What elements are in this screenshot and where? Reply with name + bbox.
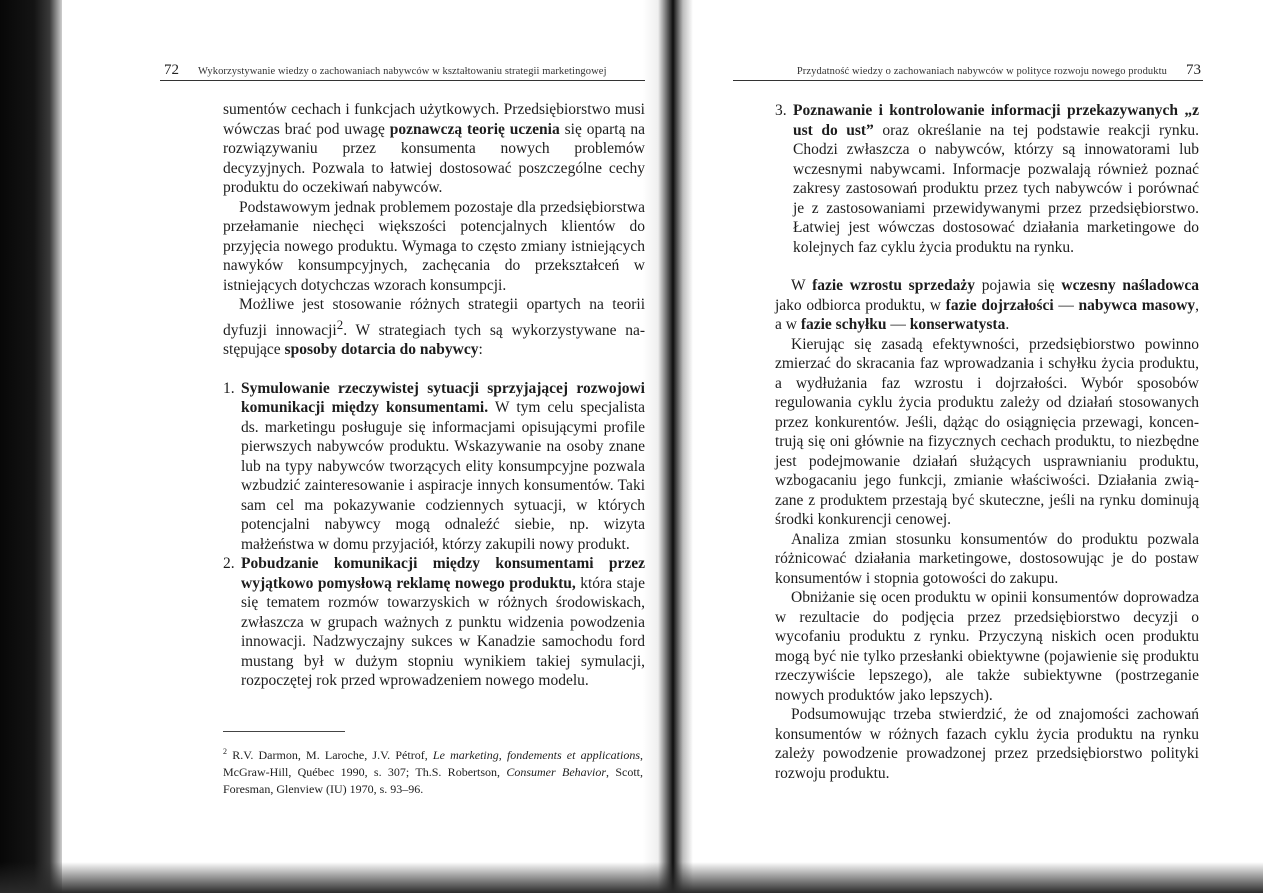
list-item [223, 554, 645, 691]
running-head-title: Wykorzystywanie wiedzy o zachowaniach nabywców w kształtowaniu strategii marketingowej [198, 66, 607, 77]
paragraph [223, 295, 645, 360]
bold-term: nabywca masowy [1078, 296, 1196, 314]
text-run: W [791, 277, 813, 294]
paragraph: Podstawowym jednak problemem pozostaje dla przedsiębiorstwa przełamanie niechęci większości potencjalnych klientów do przyjęcia nowego produktu. Wymaga to często zmiany istniejących nawyków konsumpcyjnych, zachęcania do przekształceń w istniejących dotychczas wzorach konsumpcji. [223, 198, 645, 294]
body-text [223, 100, 645, 691]
text-run: Możliwe jest stosowanie różnych strategii opartych na teorii dyfuzji innowacji [223, 296, 645, 339]
scan-dark-edge [0, 0, 62, 893]
text-run: , a w [775, 296, 1200, 333]
left-page [160, 0, 645, 893]
book-spine-gutter [643, 0, 693, 893]
footnote-rule [223, 731, 345, 732]
paragraph: Analiza zmian stosunku konsumentów do produktu pozwala różnicować działania marketingowe, dostosowując je do postaw konsumentów i stopnia gotowości do zakupu. [775, 530, 1199, 587]
paragraph [775, 276, 1199, 335]
bold-term: fazie dojrzałości [945, 296, 1054, 314]
bold-term: sposoby dotarcia do nabywcy [284, 341, 479, 359]
book-title: Le marketing, fondements et applications [432, 748, 640, 762]
bold-term: Pobudzanie komunikacji między konsumentami przez wyjątkowo pomysłową reklamę nowego produktu, [241, 555, 645, 592]
bold-term: konserwatysta [909, 316, 1006, 333]
text-run: jako odbiorca produktu, w [775, 296, 946, 314]
text-run: się opartą na rozwiązywaniu przez konsumenta nowych problemów decyzyjnych. Pozwala to łatwiej dostosować poszczególne cechy produktu do oczekiwań nabywców. [223, 120, 645, 196]
running-head [733, 59, 1203, 81]
book-title: Consumer Behavior [506, 765, 606, 779]
bold-term: wczesny naśladowca [1061, 277, 1199, 294]
text-run: . W strategiach tych są wykorzystywane następujące [223, 321, 645, 359]
text-run: która staje się tematem rozmów towarzyskich w różnych środowiskach, zwłaszcza w grupach ważnych z punktu widzenia powodzenia innowacji. Nadzwyczajny sukces w Kanadzie samochodu ford mustang był w dużym stopniu wynikiem takiej symulacji, rozpoczętej rok przed wprowadzeniem nowego modelu. [241, 574, 645, 690]
text-run: — [886, 316, 910, 333]
text-run: R.V. Darmon, M. Laroche, J.V. Pétrof, [227, 748, 433, 762]
bold-term: fazie wzrostu sprzedaży [812, 277, 975, 294]
page-number: 72 [164, 62, 179, 78]
text-run: , Scott, Foresman, Glenview (IU) 1970, s. 93–96. [223, 765, 643, 796]
text-run: , McGraw-Hill, Québec 1990, s. 307; Th.S. Robertson, [223, 748, 643, 779]
footnote [223, 743, 643, 798]
paragraph [223, 100, 645, 198]
running-head [160, 59, 645, 81]
text-run: : [478, 341, 483, 359]
list-item [223, 379, 645, 555]
bold-term: poznawczą teorię uczenia [389, 120, 560, 138]
numbered-list [775, 101, 1199, 257]
footnote-mark: 2 [223, 747, 227, 756]
running-head-title: Przydatność wiedzy o zachowaniach nabywców w polityce rozwoju nowego produktu [796, 66, 1167, 77]
paragraph: Kierując się zasadą efektywności, przedsiębiorstwo powinno zmierzać do skracania faz wprowadzania i schyłku życia produktu, a wydłużania faz wzrostu i dojrzałości. Wybór sposobów regulowania cyklu życia produktu zależy od działań stosowanych przez konkurentów. Jeśli, dążąc do osiągnięcia przewagi, koncentrują się oni głównie na fizycznych cechach produktu, to niezbędne jest podejmowanie działań służących usprawnianiu produktu, wzbogacaniu jego funkcji, zmianie właściwości. Działania związane z produktem przestają być skuteczne, jeśli na rynku dominują środki konkurencji cenowej. [775, 335, 1199, 528]
right-page [733, 0, 1203, 893]
bold-term: Poznawanie i kontrolowanie informacji przekazywanych „z ust do ust” [793, 102, 1199, 139]
header-rule [160, 80, 645, 81]
list-number: 2. [223, 555, 235, 573]
text-run: — [1053, 296, 1079, 314]
text-run: . [1005, 316, 1010, 333]
body-text [775, 101, 1199, 783]
footnote-ref: 2 [336, 316, 344, 332]
list-item [775, 101, 1199, 257]
text-run: pojawia się [974, 277, 1062, 294]
bold-term: fazie schyłku [800, 316, 887, 333]
bold-term: Symulowanie rzeczywistej sytuacji sprzyjającej rozwojowi komunikacji między konsumentami. [241, 379, 645, 417]
paragraph: Obniżanie się ocen produktu w opinii konsumentów doprowadza w rezultacie do podjęcia przez przedsiębiorstwo decyzji o wycofaniu produktu z rynku. Przyczyną niskich ocen produktu mogą być nie tylko przesłanki obiektywne (pojawienie się produktu rzeczywiście lepszego), ale także subiektywne (postrzeganie nowych produktów jako lepszych). [775, 589, 1199, 704]
text-run: oraz określanie na tej podstawie reakcji rynku. Chodzi zwłaszcza o nabywców, którzy są innowatorami lub wczesnymi nabywcami. Informacje pozwalają również poznać zakresy zastosowań produktu przez tych nabywców i porównać je z zastosowaniami przewidywanymi przez przedsiębiorstwo. Łatwiej jest wówczas dostosować działania marketingowe do kolejnych faz cyklu życia produktu na rynku. [793, 121, 1199, 256]
paragraph: Podsumowując trzeba stwierdzić, że od znajomości zachowań konsumentów w różnych fazach cyklu życia produktu na rynku zależy powodzenie prowadzonej przez przedsiębiorstwo polityki rozwoju produktu. [775, 706, 1199, 782]
header-rule [733, 80, 1203, 81]
list-number: 1. [223, 379, 235, 397]
text-run: sumentów cechach i funkcjach użytkowych. Przedsiębiorstwo musi wówczas brać pod uwagę [223, 101, 645, 138]
numbered-list [223, 379, 645, 691]
page-number: 73 [1186, 62, 1201, 78]
list-number: 3. [775, 102, 787, 119]
text-run: W tym celu specjalista ds. marketingu posługuje się informacjami opisującymi profile pierwszych nabywców produktu. Wskazywanie na osoby znane lub na typy nabywców tworzących elity konsumpcyjne pozwala wzbudzić zainteresowanie i aspiracje innych konsumentów. Taki sam cel ma pokazywanie codziennych sytuacji, w których potencjalni nabywcy mogą odnaleźć siebie, np. wizyta małżeństwa w domu przyjaciół, którzy zakupili nowy produkt. [241, 399, 645, 553]
